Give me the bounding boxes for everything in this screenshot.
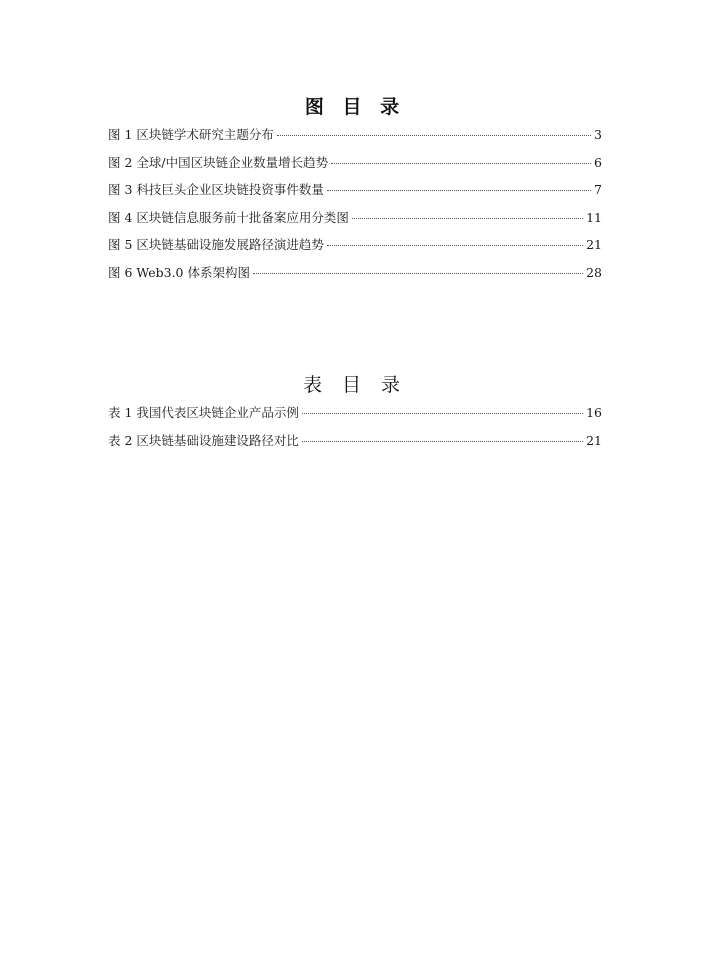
toc-entry-page-number: 28 xyxy=(586,264,602,280)
toc-entry-page-number: 16 xyxy=(586,405,602,420)
toc-entry-figure-3[interactable] xyxy=(108,182,602,210)
dot-leader xyxy=(331,163,591,164)
toc-entry-page-number: 3 xyxy=(594,127,602,142)
toc-entry-page-number: 6 xyxy=(594,154,602,170)
tables-list-title: 表 目 录 xyxy=(302,374,408,396)
toc-entry-label: 图 3 科技巨头企业区块链投资事件数量 xyxy=(108,182,324,197)
dot-leader xyxy=(253,273,583,274)
toc-entry-label: 图 1 区块链学术研究主题分布 xyxy=(108,127,274,142)
dot-leader xyxy=(352,218,583,219)
dot-leader xyxy=(327,245,583,246)
toc-entry-label: 图 4 区块链信息服务前十批备案应用分类图 xyxy=(108,209,349,225)
figures-list xyxy=(108,127,602,292)
toc-entry-label: 图 6 Web3.0 体系架构图 xyxy=(108,264,250,280)
toc-entry-figure-6[interactable] xyxy=(108,265,602,293)
toc-entry-page-number: 11 xyxy=(586,209,602,225)
toc-entry-table-2[interactable] xyxy=(108,433,602,461)
toc-entry-label: 表 2 区块链基础设施建设路径对比 xyxy=(108,432,299,448)
toc-entry-figure-5[interactable] xyxy=(108,237,602,265)
toc-entry-figure-2[interactable] xyxy=(108,155,602,183)
tables-list xyxy=(108,405,602,460)
dot-leader xyxy=(277,135,591,136)
toc-entry-label: 图 5 区块链基础设施发展路径演进趋势 xyxy=(108,237,324,252)
toc-entry-label: 表 1 我国代表区块链企业产品示例 xyxy=(108,405,299,420)
dot-leader xyxy=(327,190,591,191)
toc-entry-table-1[interactable] xyxy=(108,405,602,433)
toc-entry-page-number: 21 xyxy=(586,237,602,252)
figures-list-title: 图 目 录 xyxy=(304,96,406,118)
toc-entry-label: 图 2 全球/中国区块链企业数量增长趋势 xyxy=(108,154,329,170)
toc-entry-page-number: 21 xyxy=(586,432,602,448)
dot-leader xyxy=(302,441,583,442)
toc-entry-figure-4[interactable] xyxy=(108,210,602,238)
toc-entry-page-number: 7 xyxy=(594,182,602,197)
dot-leader xyxy=(302,413,583,414)
toc-entry-figure-1[interactable] xyxy=(108,127,602,155)
